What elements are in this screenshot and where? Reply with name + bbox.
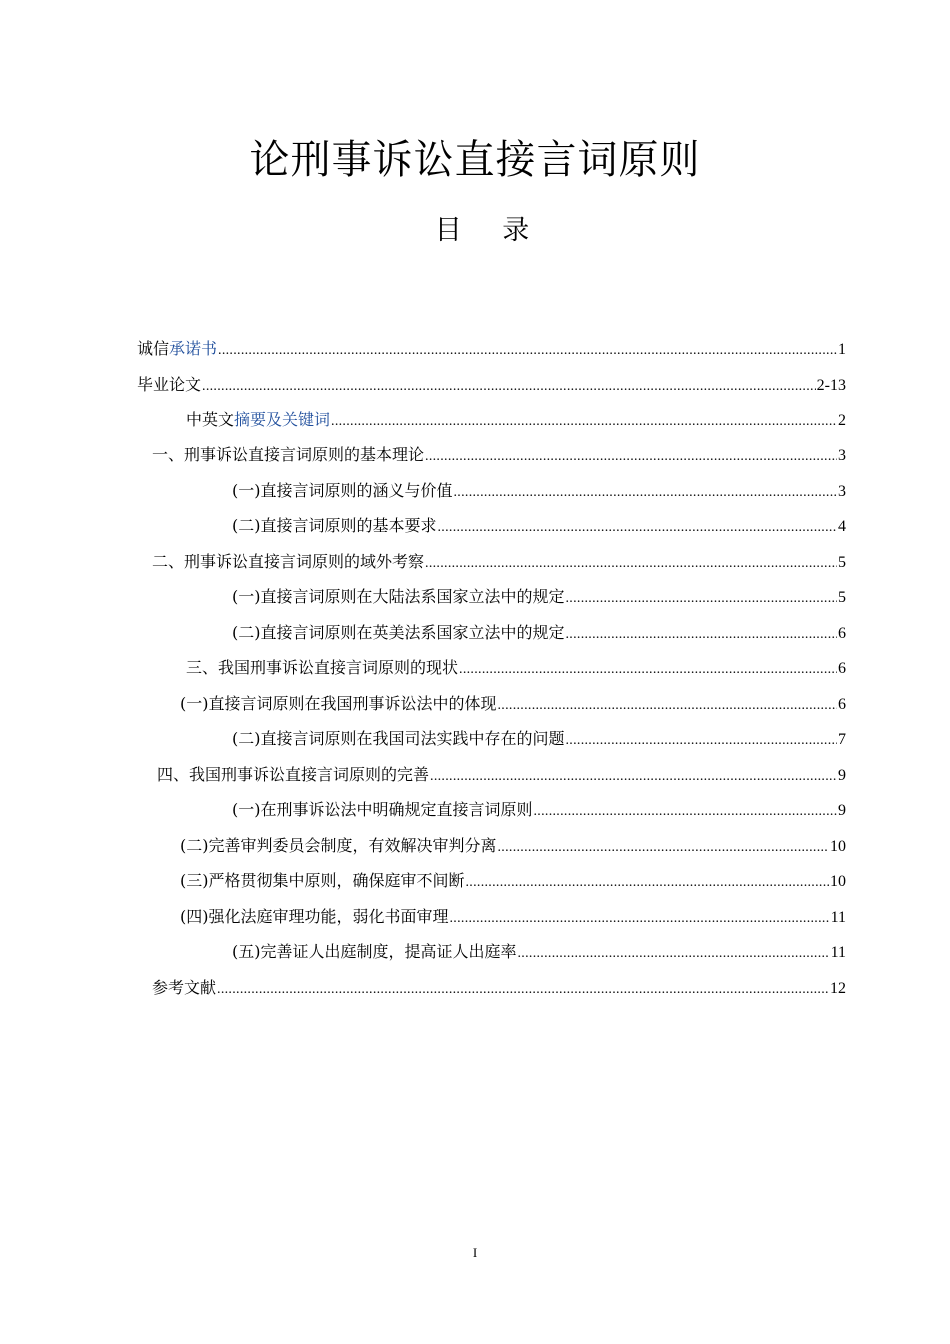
toc-entry-label: 二、刑事诉讼直接言词原则的域外考察 — [152, 552, 425, 571]
toc-entry-label: 三、我国刑事诉讼直接言词原则的现状 — [186, 658, 459, 677]
toc-entry-section-1[interactable] — [152, 437, 846, 473]
toc-entry-label: (三)严格贯彻集中原则，确保庭审不间断 — [180, 871, 465, 890]
toc-entry-section-4-3[interactable] — [180, 863, 846, 899]
toc-entry-page: 6 — [838, 696, 846, 713]
toc-leader-dots — [466, 865, 830, 901]
toc-entry-section-4-2[interactable] — [180, 828, 846, 864]
toc-leader-dots — [450, 901, 830, 937]
toc-leader-dots — [459, 652, 837, 688]
toc-leader-dots — [566, 723, 838, 759]
toc-entry-label: 一、刑事诉讼直接言词原则的基本理论 — [152, 445, 425, 464]
toc-leader-dots — [217, 972, 829, 1008]
toc-entry-page: 12 — [830, 980, 846, 997]
toc-entry-label: (一)直接言词原则在大陆法系国家立法中的规定 — [232, 587, 565, 606]
toc-entry-section-4-5[interactable] — [232, 934, 846, 970]
toc-entry-label: (四)强化法庭审理功能，弱化书面审理 — [180, 907, 449, 926]
toc-entry-label: (二)直接言词原则在我国司法实践中存在的问题 — [232, 729, 565, 748]
toc-leader-dots — [438, 510, 838, 546]
toc-entry-label: (二)直接言词原则的基本要求 — [232, 516, 437, 535]
toc-entry-label: 四、我国刑事诉讼直接言词原则的完善 — [157, 765, 430, 784]
toc-entry-page: 1 — [838, 341, 846, 358]
toc-entry-section-3[interactable] — [186, 650, 846, 686]
toc-entry-link[interactable]: 承诺书 — [169, 339, 218, 358]
toc-entry-section-2-1[interactable] — [232, 579, 846, 615]
toc-entry-page: 6 — [838, 660, 846, 677]
toc-entry-page: 9 — [838, 767, 846, 784]
toc-entry-label: 参考文献 — [152, 978, 217, 997]
toc-entry-label: (五)完善证人出庭制度，提高证人出庭率 — [232, 942, 517, 961]
toc-entry-page: 10 — [830, 873, 846, 890]
toc-leader-dots — [566, 581, 838, 617]
toc-entry-section-1-2[interactable] — [232, 508, 846, 544]
toc-heading: 目 录 — [434, 215, 546, 246]
toc-entry-page: 11 — [830, 909, 846, 926]
toc-entry-section-3-2[interactable] — [232, 721, 846, 757]
toc-entry-integrity-pledge[interactable] — [137, 331, 846, 367]
toc-leader-dots — [218, 333, 837, 369]
footer-page-number: I — [472, 1245, 478, 1260]
toc-leader-dots — [566, 617, 838, 653]
toc-entry-label: (一)直接言词原则在我国刑事诉讼法中的体现 — [180, 694, 497, 713]
toc-entry-label: (二)完善审判委员会制度，有效解决审判分离 — [180, 836, 497, 855]
toc-entry-page: 2-13 — [816, 377, 846, 394]
toc-leader-dots — [430, 759, 837, 795]
toc-entry-label: 诚信承诺书 — [137, 339, 218, 358]
toc-entry-section-4-1[interactable] — [232, 792, 846, 828]
toc-entry-abstract[interactable] — [186, 402, 846, 438]
toc-leader-dots — [331, 404, 837, 440]
toc-leader-dots — [518, 936, 830, 972]
toc-entry-section-3-1[interactable] — [180, 686, 846, 722]
toc-leader-dots — [454, 475, 838, 511]
toc-entry-section-1-1[interactable] — [232, 473, 846, 509]
toc-leader-dots — [425, 546, 837, 582]
toc-entry-section-2[interactable] — [152, 544, 846, 580]
toc-leader-dots — [425, 439, 837, 475]
toc-leader-dots — [534, 794, 838, 830]
toc-entry-page: 3 — [838, 447, 846, 464]
toc-leader-dots — [202, 369, 816, 405]
toc-entry-thesis[interactable] — [137, 367, 846, 403]
toc-entry-page: 3 — [838, 483, 846, 500]
toc-entry-label: 中英文摘要及关键词 — [186, 410, 331, 429]
toc-entry-page: 10 — [830, 838, 846, 855]
toc-entry-label: 毕业论文 — [137, 375, 202, 394]
toc-entry-page: 4 — [838, 518, 846, 535]
toc-entry-label: (二)直接言词原则在英美法系国家立法中的规定 — [232, 623, 565, 642]
toc-entry-page: 9 — [838, 802, 846, 819]
toc-leader-dots — [498, 830, 830, 866]
toc-entry-label: (一)直接言词原则的涵义与价值 — [232, 481, 453, 500]
toc-entry-label: (一)在刑事诉讼法中明确规定直接言词原则 — [232, 800, 533, 819]
toc-entry-section-2-2[interactable] — [232, 615, 846, 651]
document-title: 论刑事诉讼直接言词原则 — [249, 137, 701, 183]
toc-entry-link[interactable]: 摘要及关键词 — [234, 410, 331, 429]
toc-leader-dots — [498, 688, 838, 724]
toc-entry-page: 5 — [838, 554, 846, 571]
toc-entry-section-4-4[interactable] — [180, 899, 846, 935]
toc-entry-page: 11 — [830, 944, 846, 961]
toc-entry-page: 6 — [838, 625, 846, 642]
toc-entry-section-4[interactable] — [157, 757, 846, 793]
toc-entry-page: 2 — [838, 412, 846, 429]
toc-entry-page: 5 — [838, 589, 846, 606]
toc-entry-page: 7 — [838, 731, 846, 748]
toc-entry-references[interactable] — [152, 970, 846, 1006]
